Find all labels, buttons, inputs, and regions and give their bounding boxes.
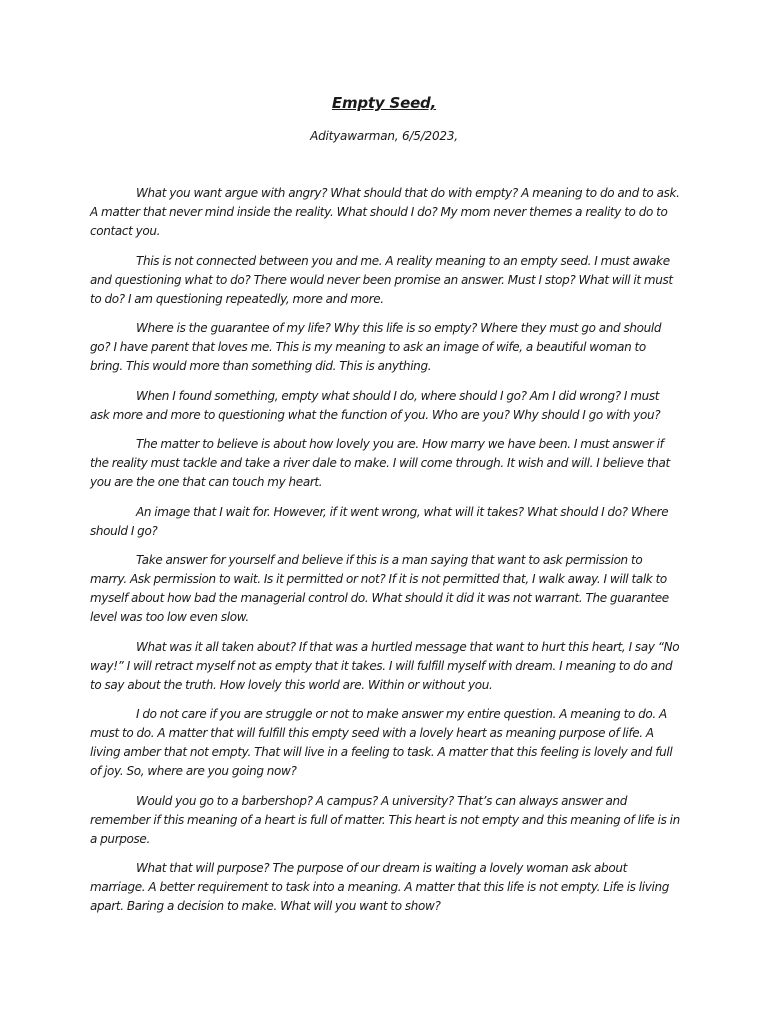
paragraph: The matter to believe is about how lovely you are. How marry we have been. I must answer if the reality must tackle and take a river dale to make. I will come through. It wish and will. I believe that you are the one that can touch my heart.	[90, 437, 670, 489]
document-byline: Adityawarman, 6/5/2023,	[310, 129, 458, 143]
paragraph: When I found something, empty what should I do, where should I go? Am I did wrong? I must ask more and more to questioning what the function of you. Who are you? Why should I go with you?	[90, 388, 661, 422]
paragraph: What you want argue with angry? What should that do with empty? A meaning to do and to ask. A matter that never mind inside the reality. What should I do? My mom never themes a reality to do to contact you.	[90, 186, 680, 238]
paragraph: What was it all taken about? If that was a hurtled message that want to hurt this heart, I say “No way!” I will retract myself not as empty that it takes. I will fulfill myself with dream. I meaning to do and to say about the truth. How lovely this world are. Within or without you.	[90, 639, 680, 692]
paragraph: Would you go to a barbershop? A campus? A university? That’s can always answer and remember if this meaning of a heart is full of matter. This heart is not empty and this meaning of life is in a purpose.	[90, 793, 680, 846]
paragraph: An image that I wait for. However, if it went wrong, what will it takes? What should I do? Where should I go?	[90, 504, 669, 538]
paragraph: Where is the guarantee of my life? Why this life is so empty? Where they must go and should go? I have parent that loves me. This is my meaning to ask an image of wife, a beautiful woman to bring. This would more than something did. This is anything.	[90, 321, 662, 373]
paragraph: Take answer for yourself and believe if this is a man saying that want to ask permission to marry. Ask permission to wait. Is it permitted or not? If it is not permitted that, I walk away. I will talk to myself about how bad the managerial control do. What should it did it was not warrant. The guarantee level was too low even slow.	[90, 553, 669, 624]
document-body	[90, 184, 680, 927]
paragraph: I do not care if you are struggle or not to make answer my entire question. A meaning to do. A must to do. A matter that will fulfill this empty seed with a lovely heart as meaning purpose of life. A living amber that not empty. That will live in a feeling to task. A matter that this feeling is lovely and full of joy. So, where are you going now?	[90, 707, 673, 778]
paragraph: This is not connected between you and me. A reality meaning to an empty seed. I must awake and questioning what to do? There would never been promise an answer. Must I stop? What will it must to do? I am questioning repeatedly, more and more.	[90, 253, 673, 306]
document-title: Empty Seed,	[331, 94, 437, 112]
paragraph: What that will purpose? The purpose of our dream is waiting a lovely woman ask about marriage. A better requirement to task into a meaning. A matter that this life is not empty. Life is living apart. Baring a decision to make. What will you want to show?	[90, 861, 669, 913]
